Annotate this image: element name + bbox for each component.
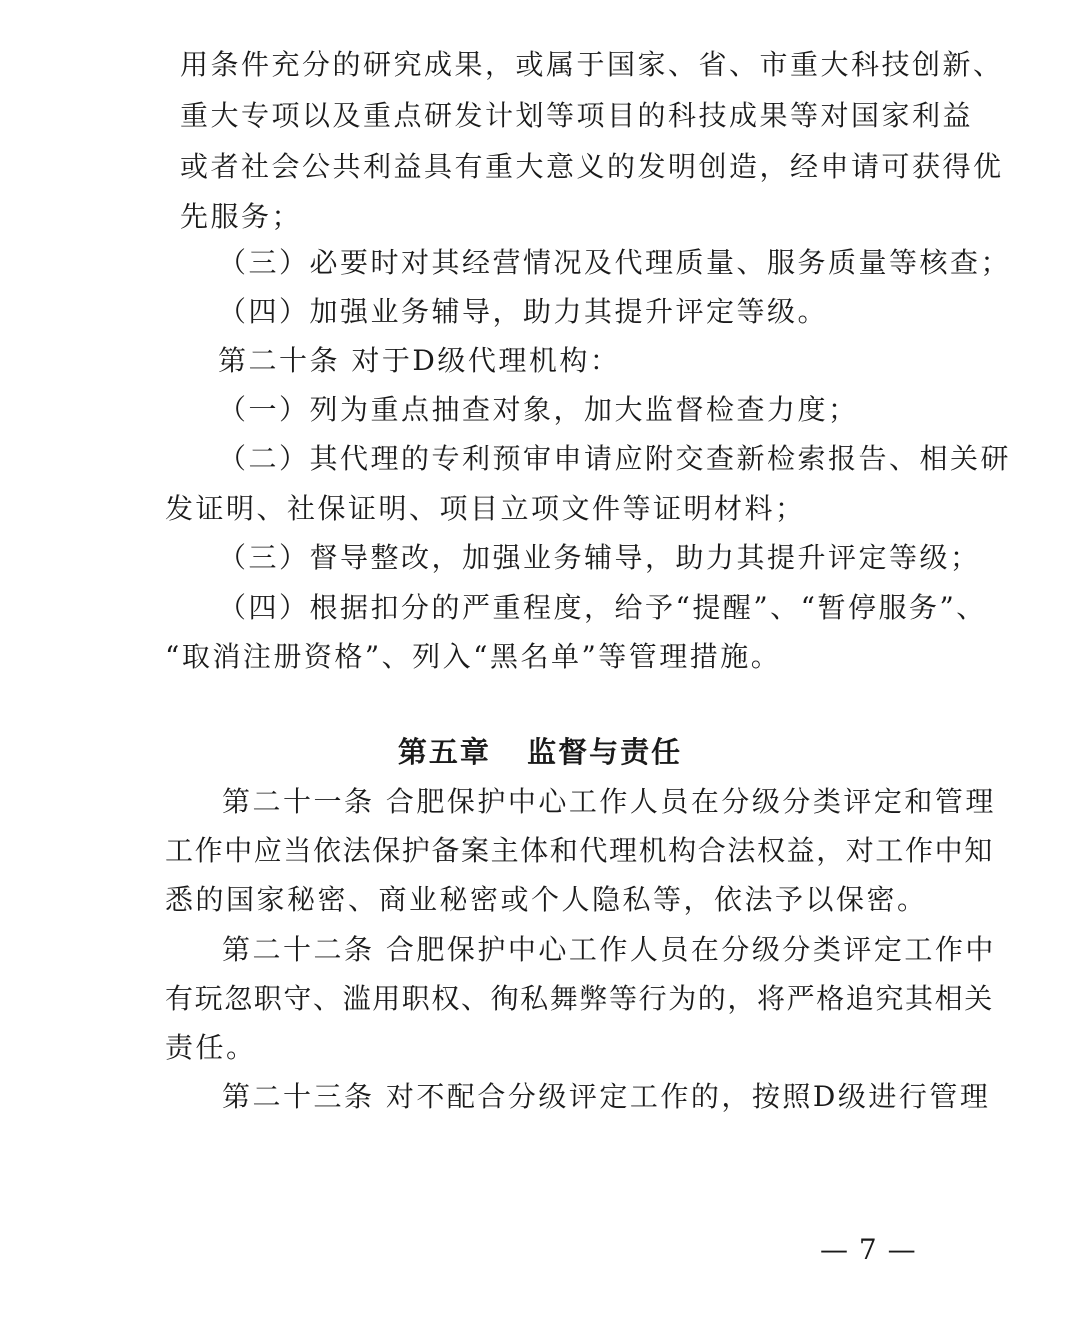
paragraph-line: 发证明、社保证明、项目立项文件等证明材料； [165, 492, 806, 525]
paragraph-line: 先服务； [180, 200, 303, 233]
paragraph-line: 有玩忽职守、滥用职权、徇私舞弊等行为的，将严格追究其相关 [165, 982, 994, 1015]
paragraph-line: （四）加强业务辅导，助力其提升评定等级。 [218, 295, 829, 328]
paragraph-line: （四）根据扣分的严重程度，给予“提醒”、“暂停服务”、 [218, 591, 987, 624]
paragraph-line: 用条件充分的研究成果，或属于国家、省、市重大科技创新、 [180, 48, 1004, 81]
paragraph-line: 责任。 [165, 1031, 257, 1064]
page-number: — 7 — [820, 1233, 917, 1266]
paragraph-line: 或者社会公共利益具有重大意义的发明创造，经申请可获得优 [180, 150, 1004, 183]
article-23-line: 第二十三条 对不配合分级评定工作的，按照D级进行管理 [222, 1080, 991, 1113]
paragraph-line: 重大专项以及重点研发计划等项目的科技成果等对国家利益 [180, 99, 974, 132]
paragraph-line: （一）列为重点抽查对象，加大监督检查力度； [218, 393, 859, 426]
paragraph-line: “取消注册资格”、列入“黑名单”等管理措施。 [165, 640, 782, 673]
paragraph-line: （二）其代理的专利预审申请应附交查新检索报告、相关研 [218, 442, 1012, 475]
article-20-title: 第二十条 对于D级代理机构： [218, 344, 621, 377]
article-22-line: 第二十二条 合肥保护中心工作人员在分级分类评定工作中 [222, 933, 996, 966]
paragraph-line: （三）督导整改，加强业务辅导，助力其提升评定等级； [218, 541, 981, 574]
paragraph-line: （三）必要时对其经营情况及代理质量、服务质量等核查； [218, 246, 1012, 279]
paragraph-line: 悉的国家秘密、商业秘密或个人隐私等，依法予以保密。 [165, 883, 928, 916]
chapter-heading: 第五章 监督与责任 [397, 735, 683, 769]
paragraph-line: 工作中应当依法保护备案主体和代理机构合法权益，对工作中知 [165, 834, 994, 867]
article-21-line: 第二十一条 合肥保护中心工作人员在分级分类评定和管理 [222, 785, 996, 818]
